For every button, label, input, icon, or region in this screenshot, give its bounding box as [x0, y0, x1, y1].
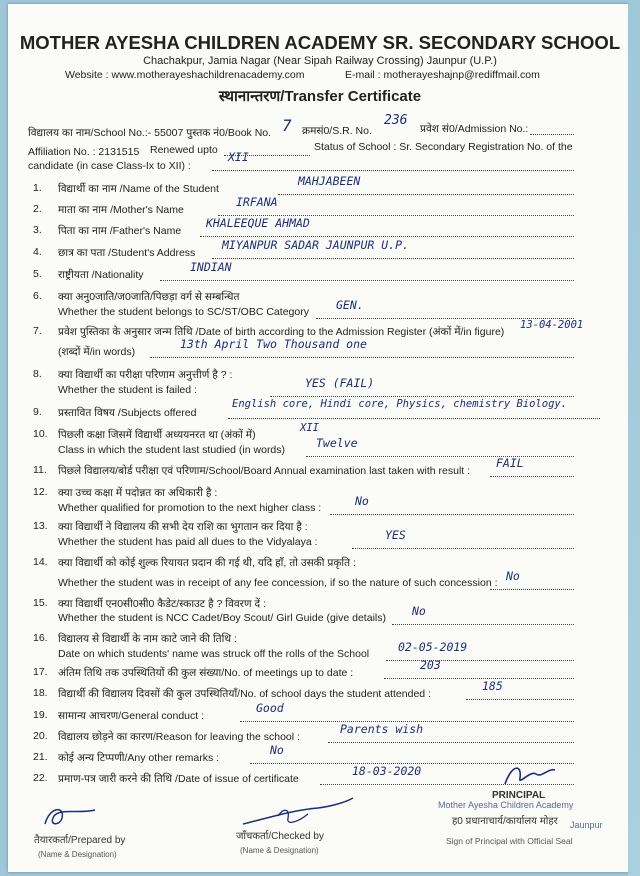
row-dotline [228, 418, 600, 419]
row-label: पिता का नाम /Father's Name [58, 225, 182, 237]
candidate-label: candidate (in case Class-Ix to XII) : [28, 160, 191, 172]
prepared-by-subtext: (Name & Designation) [38, 850, 117, 859]
row-value: YES (FAIL) [305, 376, 375, 390]
row-label: माता का नाम /Mother's Name [58, 204, 184, 216]
row-number: 1. [33, 182, 42, 194]
row-number: 22. [33, 772, 48, 784]
row-label: प्रस्तावित विषय /Subjects offered [58, 407, 197, 419]
candidate-dotline [212, 170, 574, 171]
row-value: FAIL [496, 456, 524, 470]
renewed-label: Renewed upto [150, 144, 218, 156]
sr-number: 236 [384, 113, 408, 128]
status-label: Status of School : Sr. Secondary Registration No. of the [314, 141, 573, 153]
row-value: No [506, 569, 520, 583]
row-number: 17. [33, 666, 48, 678]
row-label-english: Whether the student is failed : [58, 384, 197, 396]
row-number: 18. [33, 687, 48, 699]
row-number: 7. [33, 325, 42, 337]
row-dotline [306, 456, 574, 457]
admission-label: प्रवेश सं0/Admission No.: [420, 123, 529, 135]
row-dotline [212, 258, 574, 259]
row-number: 21. [33, 751, 48, 763]
principal-label: PRINCIPAL [492, 790, 546, 801]
school-name: MOTHER AYESHA CHILDREN ACADEMY SR. SECONDARY SCHOOL [19, 32, 621, 53]
row-value: MAHJABEEN [298, 174, 361, 188]
sr-label: क्रमसं0/S.R. No. [302, 125, 372, 137]
row-dotline [150, 357, 574, 358]
row-number: 16. [33, 632, 48, 644]
row-number: 3. [33, 224, 42, 236]
row-label: विद्यार्थी का नाम /Name of the Student [58, 183, 219, 195]
school-book-label: विद्यालय का नाम/School No.:- 55007 पुस्तक नं0/Book No. [28, 127, 272, 139]
row-value: GEN. [336, 298, 364, 312]
row-value: 203 [420, 658, 441, 672]
row-dotline [352, 548, 574, 549]
row-number: 10. [33, 428, 48, 440]
row-label: क्या विद्यार्थी एन0सी0सी0 कैडेट/स्काउट है ? विवरण दें : [58, 598, 266, 610]
row-label: प्रमाण-पत्र जारी करने की तिथि /Date of issue of certificate [58, 773, 299, 785]
row-label-english: Whether the student is NCC Cadet/Boy Scout/ Girl Guide (give details) [58, 612, 386, 624]
row-number: 6. [33, 290, 42, 302]
school-email: E-mail : motherayeshajnp@rediffmail.com [345, 69, 540, 81]
row-dotline [330, 514, 574, 515]
row-number: 11. [33, 464, 47, 476]
row-label: पिछले विद्यालय/बोर्ड परीक्षा एवं परिणाम/School/Board Annual examination last taken with result : [58, 465, 471, 477]
row-value: No [270, 743, 284, 757]
row-value: 13th April Two Thousand one [180, 337, 367, 351]
row-number: 19. [33, 709, 48, 721]
book-number: 7 [282, 116, 292, 135]
prepared-signature [40, 804, 100, 832]
row-label: क्या विद्यार्थी ने विद्यालय की सभी देय राशि का भुगतान कर दिया है : [58, 521, 308, 533]
row-label: छात्र का पता /Student's Address [58, 247, 196, 259]
row-label: सामान्य आचरण/General conduct : [58, 710, 205, 722]
row-label-english: (शब्दों में/in words) [58, 346, 136, 358]
row-label: कोई अन्य टिप्पणी/Any other remarks : [58, 752, 220, 764]
row-label: विद्यालय छोड़ने का कारण/Reason for leaving the school : [58, 731, 300, 743]
row-number: 5. [33, 268, 42, 280]
row-value: YES [385, 528, 406, 542]
row-number: 9. [33, 406, 42, 418]
school-stamp-text: Mother Ayesha Children Academy [438, 800, 574, 810]
admission-dotline [530, 134, 574, 135]
row-label: राष्ट्रीयता /Nationality [58, 269, 144, 281]
row-label-english: Whether qualified for promotion to the next higher class : [58, 502, 322, 514]
row-value-figure: XII [300, 422, 319, 434]
principal-signature [500, 760, 560, 790]
row-label: क्या विद्यार्थी का परीक्षा परिणाम अनुत्तीर्ण है ? : [58, 369, 233, 381]
background-strip [628, 0, 640, 876]
school-stamp-city: Jaunpur [570, 820, 603, 830]
row-number: 4. [33, 246, 42, 258]
checked-signature [238, 796, 358, 830]
row-number: 8. [33, 368, 42, 380]
certificate-title: स्थानान्तरण/Transfer Certificate [218, 88, 422, 105]
row-dotline [386, 660, 574, 661]
row-label-english: Whether the student belongs to SC/ST/OBC Category [58, 306, 309, 318]
row-label: क्या विद्यार्थी को कोई शुल्क रियायत प्रदान की गई थी, यदि हाँ, तो उसकी प्रकृति : [58, 557, 356, 569]
row-number: 20. [33, 730, 48, 742]
row-value: No [355, 494, 369, 508]
row-label-english: Class in which the student last studied (in words) [58, 444, 286, 456]
row-value: MIYANPUR SADAR JAUNPUR U.P. [222, 238, 409, 252]
row-dotline [466, 699, 574, 700]
row-label-english: Whether the student has paid all dues to the Vidyalaya : [58, 536, 318, 548]
row-number: 14. [33, 556, 48, 568]
row-value: INDIAN [190, 260, 232, 274]
row-number: 12. [33, 486, 48, 498]
row-value: No [412, 604, 426, 618]
row-dotline [270, 396, 574, 397]
row-dotline [200, 236, 574, 237]
row-label: विद्यार्थी की विद्यालय दिवसों की कुल उपस्थितियाँ/No. of school days the student attended : [58, 688, 431, 700]
checked-by-label: जाँचकर्ता/Checked by [236, 831, 324, 842]
row-label: क्या उच्च कक्षा में पदोन्नत का अधिकारी है : [58, 487, 218, 499]
row-value: English core, Hindi core, Physics, chemistry Biology. [232, 398, 568, 410]
row-dotline [278, 194, 574, 195]
row-value: IRFANA [236, 195, 278, 209]
row-value: Parents wish [340, 722, 424, 736]
row-dotline [490, 476, 574, 477]
principal-signature-hindi: ह0 प्रधानाचार्य/कार्यालय मोहर [452, 816, 558, 827]
row-label: प्रवेश पुस्तिका के अनुसार जन्म तिथि /Date of birth according to the Admission Register (अंकों में/in figure) [58, 326, 505, 338]
row-label: विद्यालय से विद्यार्थी के नाम काटे जाने की तिथि : [58, 633, 237, 645]
row-number: 13. [33, 520, 48, 532]
row-label: क्या अनु0जाति/ज0जाति/पिछड़ा वर्ग से सम्बन्धित [58, 291, 240, 303]
candidate-class: XII [228, 150, 249, 164]
row-label-english: Whether the student was in receipt of any fee concession, if so the nature of such concession : [58, 577, 498, 589]
row-value: 18-03-2020 [352, 764, 422, 778]
school-address: Chachakpur, Jamia Nagar (Near Sipah Railway Crossing) Jaunpur (U.P.) [143, 55, 497, 67]
row-dotline [392, 624, 574, 625]
row-label: अंतिम तिथि तक उपस्थितियों की कुल संख्या/No. of meetings up to date : [58, 667, 354, 679]
row-number: 2. [33, 203, 42, 215]
row-value: KHALEEQUE AHMAD [206, 216, 310, 230]
school-website: Website : www.motherayeshachildrenacademy.com [65, 69, 305, 81]
row-value-figure: 13-04-2001 [520, 319, 584, 331]
row-value: 185 [482, 679, 503, 693]
principal-signature-english: Sign of Principal with Official Seal [446, 836, 573, 846]
row-value: 02-05-2019 [398, 640, 468, 654]
checked-by-subtext: (Name & Designation) [240, 846, 319, 855]
row-label-english: Date on which students' name was struck off the rolls of the School [58, 648, 370, 660]
row-dotline [490, 589, 574, 590]
row-number: 15. [33, 597, 48, 609]
row-dotline [328, 742, 574, 743]
row-dotline [384, 678, 574, 679]
affiliation-label: Affiliation No. : 2131515 [28, 146, 140, 158]
prepared-by-label: तैयारकर्ता/Prepared by [34, 835, 126, 846]
row-value: Twelve [316, 436, 358, 450]
row-value: Good [256, 701, 284, 715]
row-label: पिछली कक्षा जिसमें विद्यार्थी अध्ययनरत था (अंकों में) [58, 429, 256, 441]
row-dotline [160, 280, 574, 281]
